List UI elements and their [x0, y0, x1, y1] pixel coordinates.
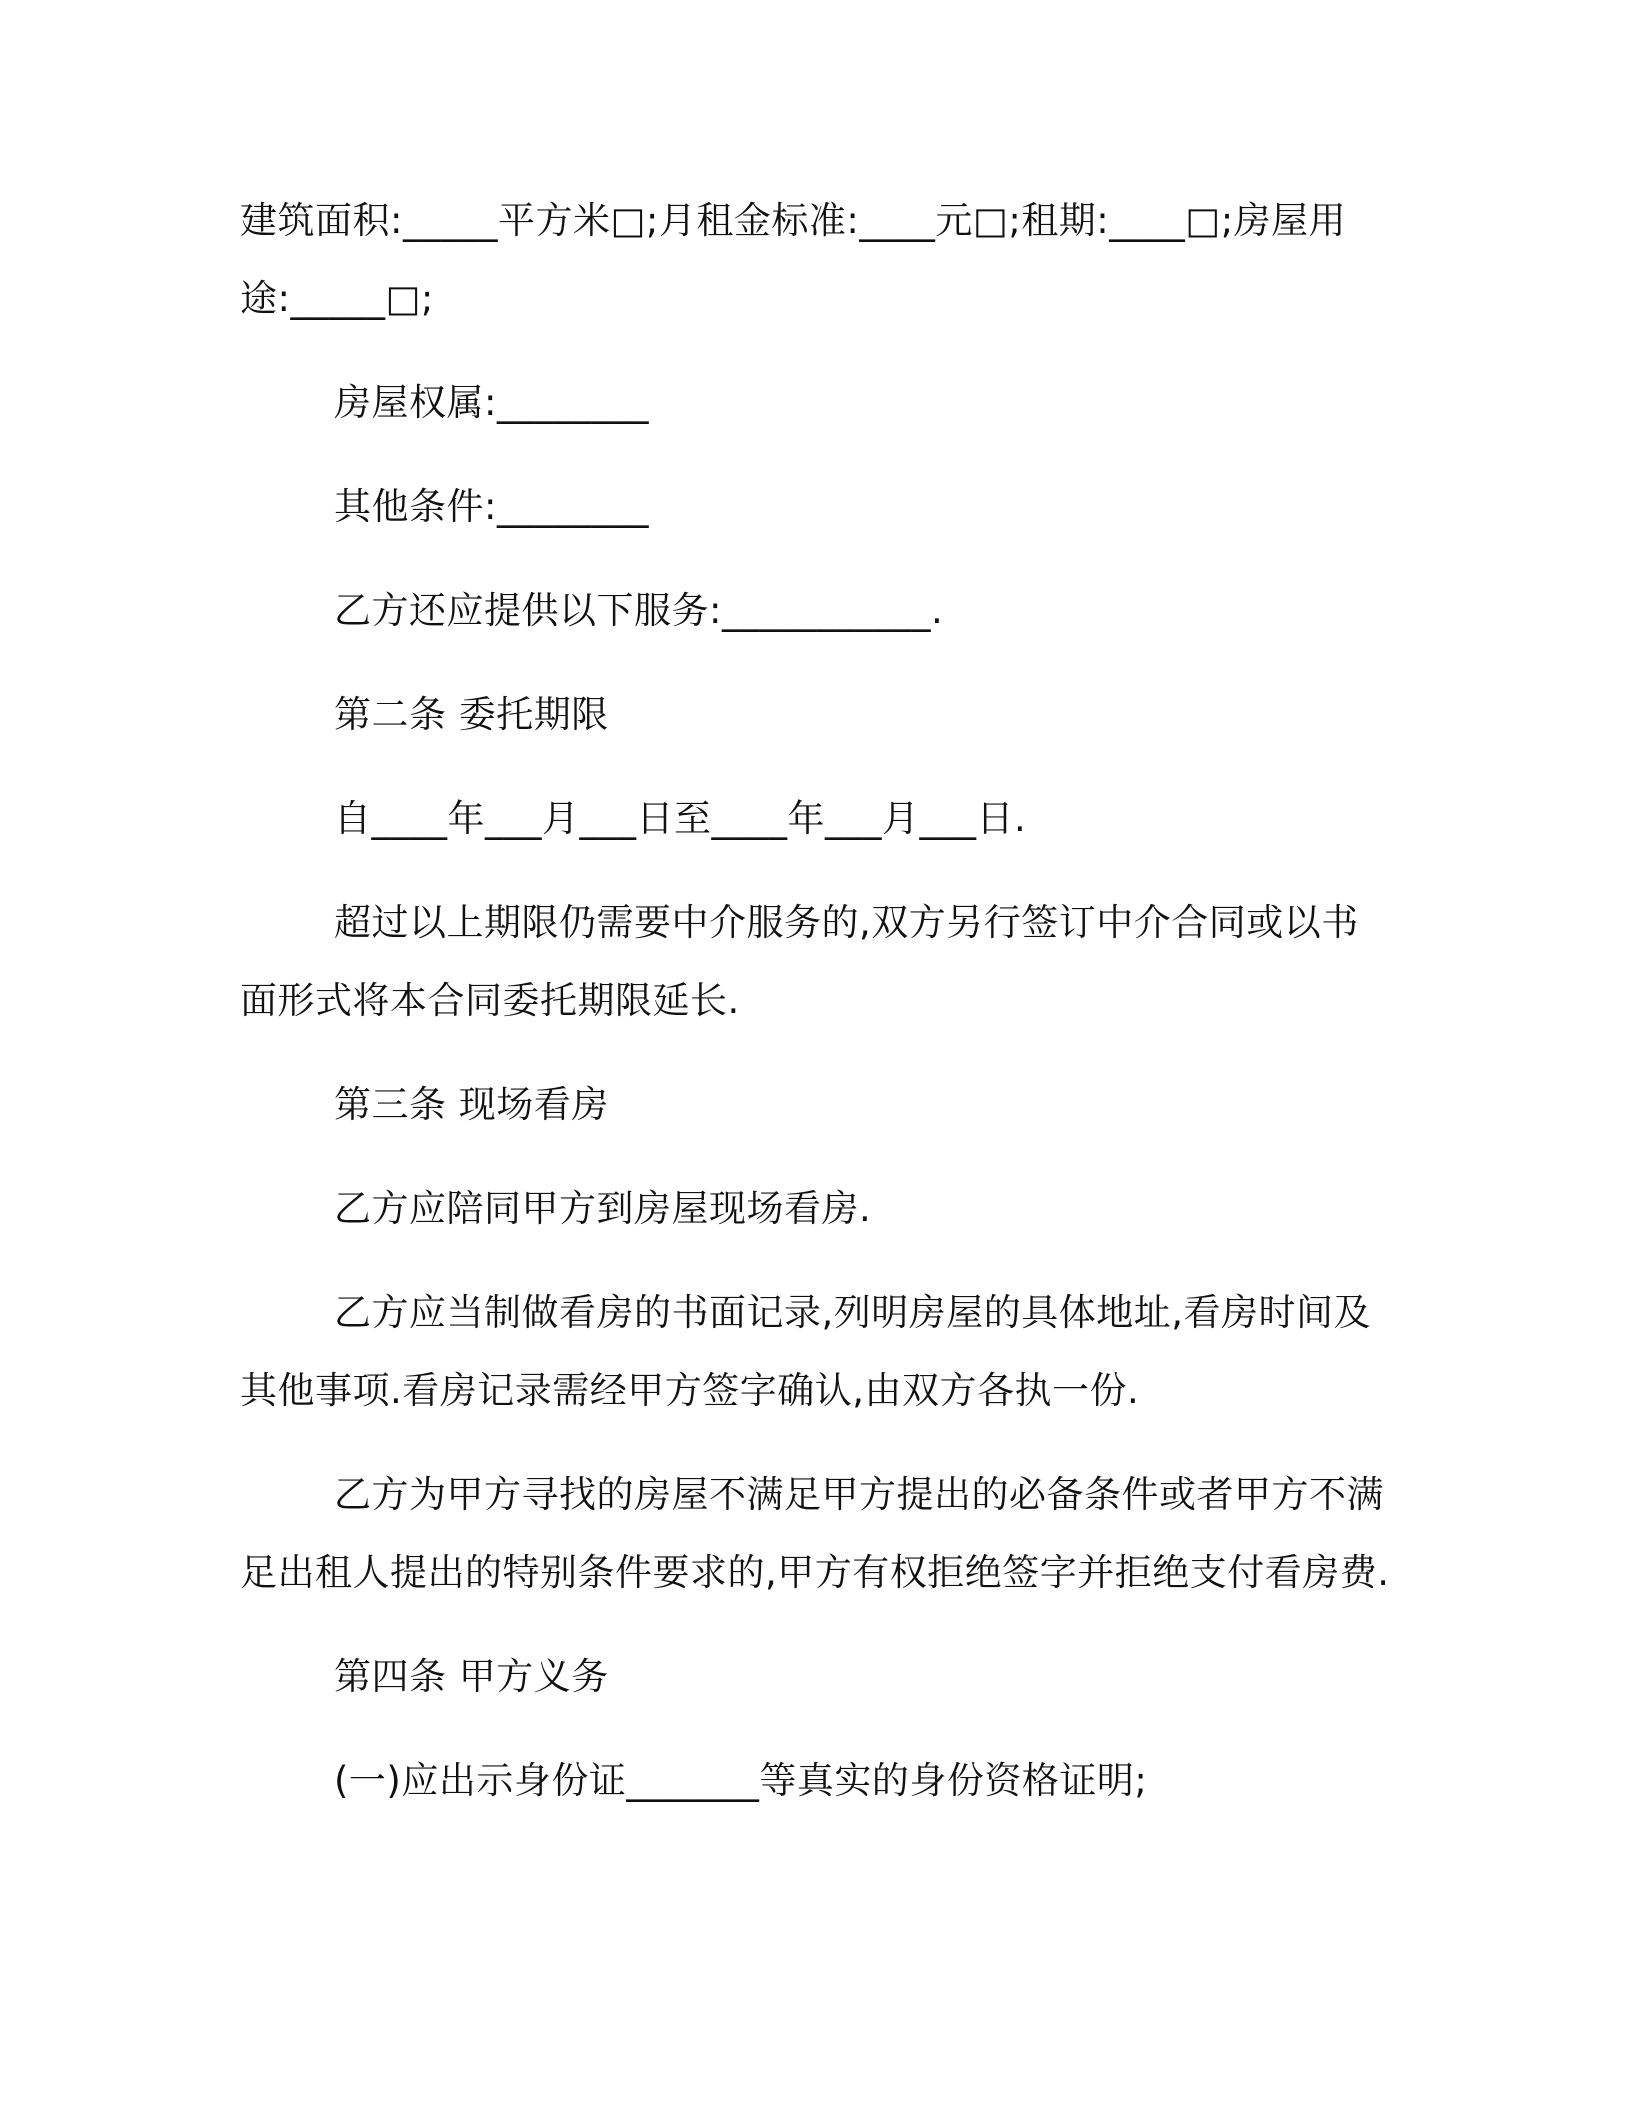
article-3-heading: 第三条 现场看房 [334, 1083, 609, 1126]
paragraph-viewing-record: 乙方应当制做看房的书面记录,列明房屋的具体地址,看房时间及其他事项.看房记录需经甲方签字确认,由双方各执一份. [240, 1291, 1372, 1412]
paragraph-accompany-viewing: 乙方应陪同甲方到房屋现场看房. [334, 1187, 872, 1230]
paragraph-term-dates: 自____年___月___日至____年___月___日. [334, 797, 1027, 840]
paragraph-identity-proof: (一)应出示身份证_______等真实的身份资格证明; [334, 1759, 1148, 1802]
paragraph-term-extension: 超过以上期限仍需要中介服务的,双方另行签订中介合同或以书面形式将本合同委托期限延长. [240, 901, 1359, 1022]
article-2-heading: 第二条 委托期限 [334, 693, 609, 736]
paragraph-property-details: 建筑面积:_____平方米□;月租金标准:____元□;租期:____□;房屋用途:_____□; [240, 199, 1347, 320]
article-4-heading: 第四条 甲方义务 [334, 1655, 609, 1698]
paragraph-other-conditions: 其他条件:________ [334, 485, 649, 528]
paragraph-right-to-refuse: 乙方为甲方寻找的房屋不满足甲方提出的必备条件或者甲方不满足出租人提出的特别条件要求的,甲方有权拒绝签字并拒绝支付看房费. [240, 1473, 1390, 1594]
document-body [240, 182, 1390, 1846]
paragraph-extra-services: 乙方还应提供以下服务:___________. [334, 589, 944, 632]
paragraph-ownership: 房屋权属:________ [334, 381, 649, 424]
